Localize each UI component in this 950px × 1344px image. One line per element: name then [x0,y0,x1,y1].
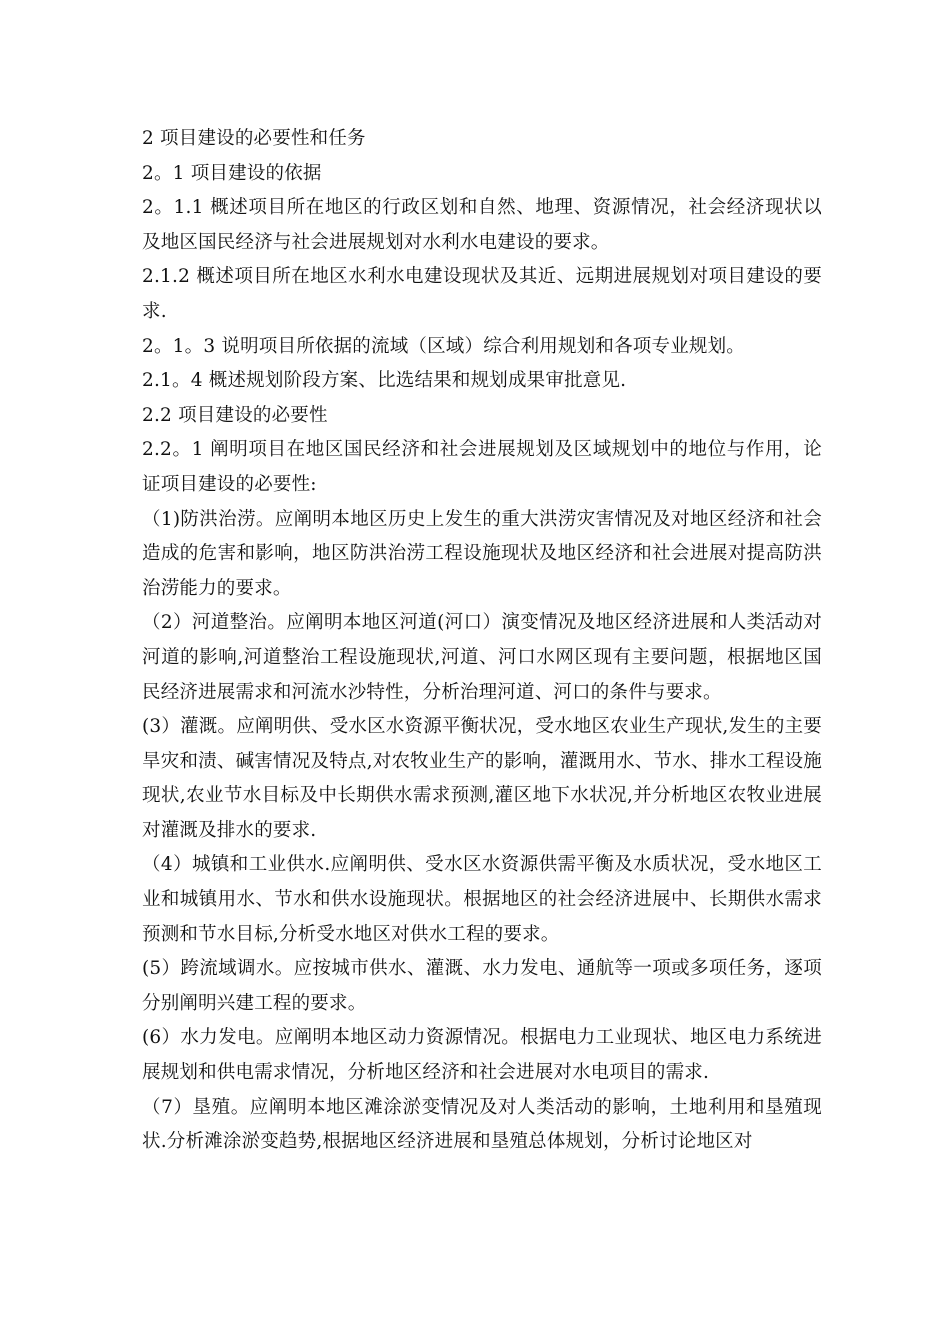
paragraph-2-1-2: 2.1.2 概述项目所在地区水利水电建设现状及其近、远期进展规划对项目建设的要求. [142,266,822,322]
item-hydropower: (6）水力发电。应阐明本地区动力资源情况。根据电力工业现状、地区电力系统进展规划和供电需求情况，分析地区经济和社会进展对水电项目的需求. [142,1027,822,1084]
paragraph-2-1-1: 2。1.1 概述项目所在地区的行政区划和自然、地理、资源情况，社会经济现状以及地区国民经济与社会进展规划对水利水电建设的要求。 [142,197,822,253]
paragraph-2-2-1: 2.2。1 阐明项目在地区国民经济和社会进展规划及区域规划中的地位与作用，论证项目建设的必要性: [142,439,822,495]
item-flood-control: （1)防洪治涝。应阐明本地区历史上发生的重大洪涝灾害情况及对地区经济和社会造成的危害和影响，地区防洪治涝工程设施现状及地区经济和社会进展对提高防洪治涝能力的要求。 [142,508,822,599]
chapter-heading: 2 项目建设的必要性和任务 [142,128,366,149]
item-inter-basin-water-transfer: (5）跨流域调水。应按城市供水、灌溉、水力发电、通航等一项或多项任务，逐项分别阐明兴建工程的要求。 [142,958,822,1014]
item-river-regulation: （2）河道整治。应阐明本地区河道(河口）演变情况及地区经济进展和人类活动对河道的影响,河道整治工程设施现状,河道、河口水网区现有主要问题，根据地区国民经济进展需求和河流水沙特性，分析治理河道、河口的条件与要求。 [142,612,822,703]
item-reclamation: （7）垦殖。应阐明本地区滩涂淤变情况及对人类活动的影响，土地利用和垦殖现状.分析滩涂淤变趋势,根据地区经济进展和垦殖总体规划，分析讨论地区对 [142,1096,822,1153]
paragraph-2-1-4: 2.1。4 概述规划阶段方案、比选结果和规划成果审批意见. [142,370,627,392]
paragraph-2-1-3: 2。1。3 说明项目所依据的流域（区域）综合利用规划和各项专业规划。 [142,335,745,357]
item-irrigation: (3）灌溉。应阐明供、受水区水资源平衡状况，受水地区农业生产现状,发生的主要旱灾和渍、碱害情况及特点,对农牧业生产的影响，灌溉用水、节水、排水工程设施现状,农业节水目标及中长期供水需求预测,灌区地下水状况,并分析地区农牧业进展对灌溉及排水的要求. [142,716,822,841]
document-body [142,122,822,1160]
item-urban-industrial-water-supply: （4）城镇和工业供水.应阐明供、受水区水资源供需平衡及水质状况，受水地区工业和城镇用水、节水和供水设施现状。根据地区的社会经济进展中、长期供水需求预测和节水目标,分析受水地区对供水工程的要求。 [142,854,822,945]
section-heading-2-2: 2.2 项目建设的必要性 [142,404,328,426]
section-heading-2-1: 2。1 项目建设的依据 [142,162,322,184]
